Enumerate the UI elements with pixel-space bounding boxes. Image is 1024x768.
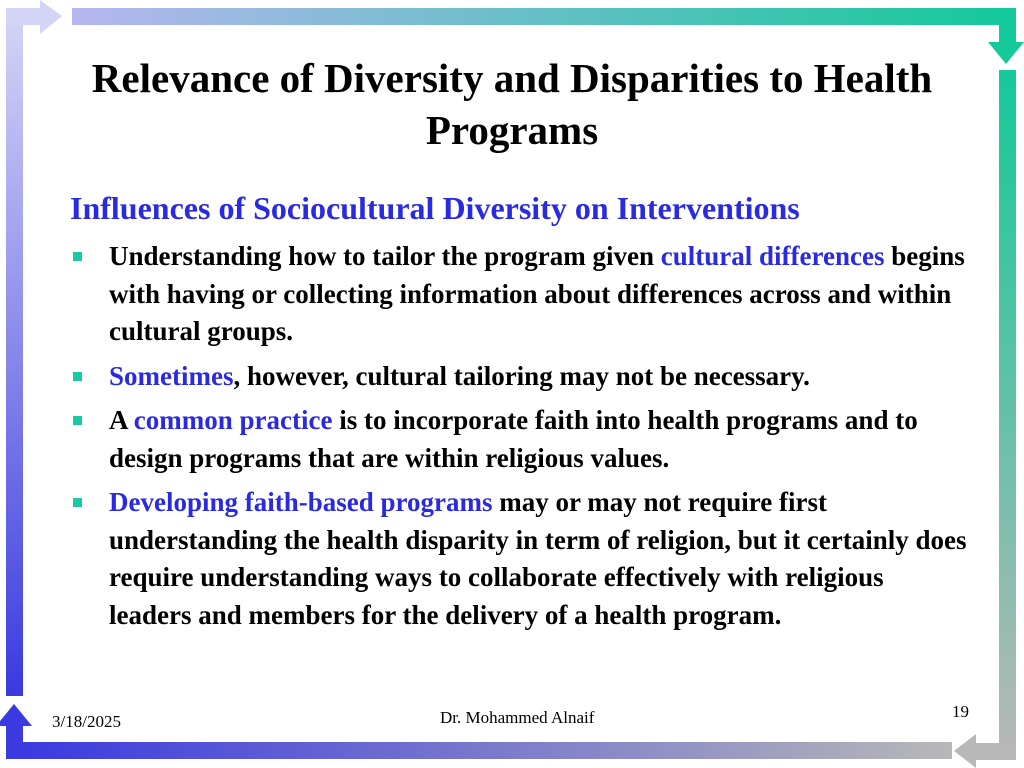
bullet-marker-icon — [73, 416, 82, 425]
bullet-item — [70, 238, 970, 351]
footer-date: 3/18/2025 — [52, 712, 121, 731]
slide-title: Relevance of Diversity and Disparities to Health Programs — [91, 55, 933, 153]
footer-author: Dr. Mohammed Alnaif — [440, 708, 595, 727]
bullet-item — [70, 402, 970, 477]
bullet-marker-icon — [73, 252, 82, 261]
page-number: 19 — [952, 702, 969, 721]
bullet-text: Understanding how to tailor the program given — [109, 241, 661, 271]
highlighted-text: cultural differences — [660, 241, 885, 271]
left-arrow — [6, 0, 62, 696]
bullet-item — [70, 358, 970, 396]
bullet-list — [70, 238, 970, 641]
highlighted-text: Developing faith-based programs — [109, 487, 493, 517]
bullet-text: is to incorporate faith into health programs and to design programs that are within religious values. — [109, 405, 918, 473]
bullet-text: begins with having or collecting information about differences across and within cultural groups. — [109, 241, 965, 346]
bullet-marker-icon — [73, 498, 82, 507]
highlighted-text: common practice — [133, 405, 333, 435]
bullet-text: A — [109, 405, 134, 435]
bullet-marker-icon — [73, 372, 82, 381]
bullet-item — [70, 484, 970, 634]
bullet-text: may or may not require first understanding the health disparity in term of religion, but it certainly does require understanding ways to collaborate effectively with religious leaders and members for the delivery of a health program. — [109, 487, 967, 630]
bullet-text: , however, cultural tailoring may not be necessary. — [233, 360, 810, 391]
highlighted-text: Sometimes — [109, 360, 234, 391]
slide-subtitle: Influences of Sociocultural Diversity on Interventions — [70, 190, 800, 226]
